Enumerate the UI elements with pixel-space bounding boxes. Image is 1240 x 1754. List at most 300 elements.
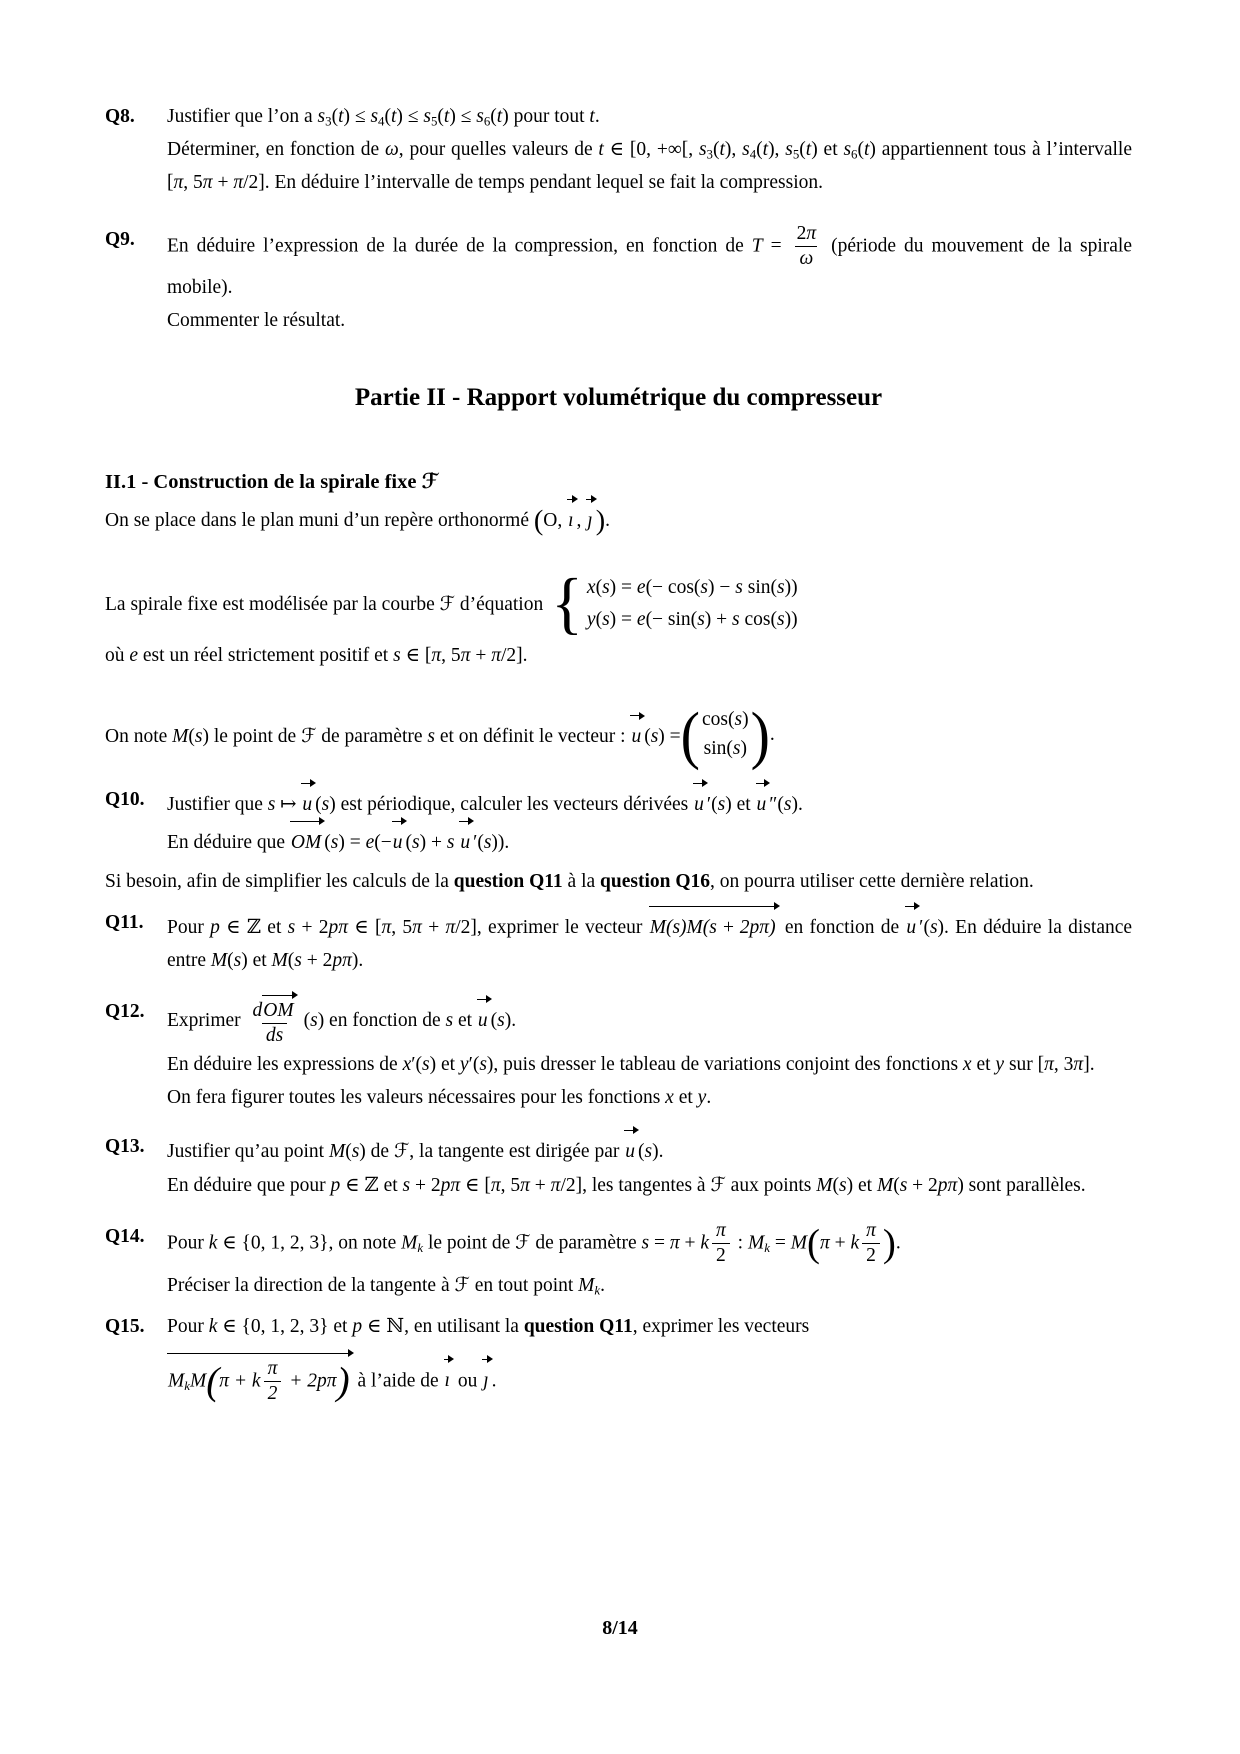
text-run: en tout point xyxy=(469,1274,579,1296)
text-run: et on définit le vecteur : xyxy=(434,726,631,748)
text-run: s xyxy=(650,726,659,748)
text-run: ( xyxy=(857,139,864,160)
text-run: ) = xyxy=(609,576,637,598)
text-run: question Q11 xyxy=(453,870,563,892)
text-run: sur [ xyxy=(1004,1053,1045,1075)
text-run: π xyxy=(1073,1053,1084,1075)
text-run: /2]. En déduire l’intervalle de temps pendant lequel se fait la compression. xyxy=(243,172,824,193)
equation-system xyxy=(587,573,798,635)
text-run: ( xyxy=(893,1174,900,1196)
text-run: x xyxy=(665,1086,674,1108)
text-run: , pour quelles valeurs de xyxy=(398,139,599,160)
vector-overline xyxy=(290,823,324,859)
text-run: T xyxy=(751,235,763,257)
text-run: ∈ ℕ, en utilisant la xyxy=(362,1315,524,1337)
question-q15 xyxy=(105,1310,1132,1406)
text-run: M xyxy=(168,1369,185,1391)
text-run: ou xyxy=(452,1369,483,1391)
column-vector xyxy=(702,706,749,763)
text-run: . xyxy=(491,1369,497,1391)
text-run: s xyxy=(445,1009,454,1031)
fraction-numerator xyxy=(249,995,301,1023)
text-run: + xyxy=(470,644,492,666)
text-run: s xyxy=(479,1053,487,1075)
text-run: , exprimer les vecteurs xyxy=(632,1315,810,1337)
text-run: s xyxy=(644,1140,653,1162)
text-run: , xyxy=(576,509,587,531)
question-q9-label: Q9. xyxy=(105,229,135,250)
text-run: ) ≤ xyxy=(449,106,477,127)
vector-overline xyxy=(167,1355,353,1406)
text-run: (période du mouvement de la spirale mobile). xyxy=(167,235,1132,298)
text-run: est un réel strictement positif et xyxy=(138,644,394,666)
text-run: s xyxy=(317,106,326,127)
text-run: 3 xyxy=(325,114,332,129)
text-run: , 5 xyxy=(500,1174,521,1196)
text-run: ) xyxy=(680,916,687,938)
text-run: ∈ ℤ et xyxy=(340,1174,403,1196)
question-q9 xyxy=(105,223,1132,337)
text-run: + 2 xyxy=(410,1174,441,1196)
text-run: M xyxy=(210,949,228,971)
text-run: π xyxy=(1044,1053,1054,1075)
text-run: En déduire que xyxy=(167,831,290,853)
text-run: ( xyxy=(665,916,673,938)
text-run: ′( xyxy=(706,793,718,815)
vector-overline: u xyxy=(624,1132,638,1168)
vector-overline xyxy=(262,997,296,1022)
text-run: sin( xyxy=(742,576,777,598)
text-line xyxy=(167,1081,1132,1114)
text-run: ) = xyxy=(609,608,637,630)
text-run: x xyxy=(402,1053,412,1075)
text-run: d’équation xyxy=(454,593,544,615)
text-run: M xyxy=(816,1174,833,1196)
fraction xyxy=(712,1220,730,1268)
text-run: , la tangente est dirigée par xyxy=(409,1140,625,1162)
text-run: et xyxy=(673,1086,698,1108)
text-run: ( xyxy=(799,139,806,160)
text-run: ) et xyxy=(429,1053,460,1075)
text-run: ( xyxy=(315,793,322,815)
text-run: ( xyxy=(712,139,720,160)
text-run: O, xyxy=(543,509,568,531)
text-run: ) et xyxy=(241,949,272,971)
text-run: p xyxy=(352,1315,363,1337)
text-run: )) xyxy=(784,576,798,598)
vector-overline: u xyxy=(459,823,473,859)
text-run: + xyxy=(679,1232,701,1254)
text-run: s xyxy=(194,726,203,748)
text-run: ℱ xyxy=(393,1138,410,1162)
text-run: ) pour tout xyxy=(502,106,590,127)
text-run: π xyxy=(490,1174,501,1196)
text-run: t xyxy=(338,106,344,127)
text-run: k xyxy=(417,1240,424,1255)
text-run: En déduire que pour xyxy=(167,1174,331,1196)
text-line xyxy=(167,1353,1132,1406)
text-run: . xyxy=(706,1086,712,1108)
text-run: à la xyxy=(562,870,601,892)
text-run: En déduire l’expression de la durée de la compression, en fonction de xyxy=(167,235,752,257)
text-run: M xyxy=(747,1232,765,1254)
text-run: ) xyxy=(742,708,749,730)
text-run: ) + xyxy=(419,831,447,853)
text-run: On fera figurer toutes les valeurs nécessaires pour les fonctions xyxy=(167,1086,666,1108)
text-run: ℱ xyxy=(301,724,317,748)
text-run: M xyxy=(876,1174,894,1196)
text-run: Justifier que l’on a xyxy=(167,106,318,127)
text-run: Pour xyxy=(167,916,211,938)
text-run: ( xyxy=(644,726,651,748)
text-line xyxy=(167,1268,1132,1302)
text-run: s xyxy=(899,1174,908,1196)
text-run: s xyxy=(294,949,302,971)
text-line xyxy=(167,1130,1132,1168)
text-run: ′( xyxy=(411,1053,422,1075)
text-run: s xyxy=(423,106,431,127)
page-number: 8/14 xyxy=(602,1617,638,1639)
text-run: Pour xyxy=(167,1315,209,1337)
text-run: ( xyxy=(324,831,331,853)
text-run: et xyxy=(971,1053,996,1075)
text-run: = xyxy=(649,1232,670,1254)
text-run: (− xyxy=(374,831,392,853)
text-run: 4 xyxy=(749,147,757,162)
text-run: s xyxy=(370,106,379,127)
equation-y xyxy=(587,605,798,635)
text-run: (− cos( xyxy=(645,576,701,598)
text-run: t xyxy=(863,139,870,160)
text-run: π xyxy=(219,1369,229,1391)
text-run: pπ xyxy=(332,949,352,971)
question-q15-label: Q15. xyxy=(105,1315,145,1337)
text-paragraph xyxy=(167,1168,1132,1202)
text-run: . xyxy=(605,509,611,531)
vector-overline: ȷ xyxy=(482,1361,491,1397)
text-run: d xyxy=(252,999,263,1021)
text-run: k xyxy=(700,1232,710,1254)
vector-overline xyxy=(649,908,779,944)
text-run: ( xyxy=(806,1221,820,1265)
question-q13-label: Q13. xyxy=(105,1135,145,1157)
text-run: s xyxy=(777,608,785,630)
text-run: ( xyxy=(287,949,295,971)
text-run: π xyxy=(412,916,422,938)
text-run: cos( xyxy=(739,608,777,630)
text-run: ) xyxy=(336,1359,350,1403)
text-run: On se place dans le plan muni d’un repère orthonormé xyxy=(105,509,534,531)
fraction-numerator xyxy=(712,1220,730,1243)
text-run: pπ xyxy=(749,916,770,938)
text-run: ) = xyxy=(658,726,681,748)
text-run: π xyxy=(716,1219,726,1241)
fraction-denominator xyxy=(264,1381,282,1405)
text-run: ∈ [ xyxy=(348,916,382,938)
text-run: ( xyxy=(832,1174,840,1196)
question-q10-label: Q10. xyxy=(105,788,145,810)
spiral-equation-paragraph xyxy=(105,564,1132,642)
fraction xyxy=(264,1358,282,1406)
text-run: t xyxy=(805,139,812,160)
text-run: t xyxy=(762,139,769,160)
text-run: s xyxy=(776,576,785,598)
text-run: s xyxy=(929,916,938,938)
text-run: e xyxy=(636,608,646,630)
text-run: ( xyxy=(206,1359,220,1403)
text-run: y xyxy=(459,1053,469,1075)
fraction-denominator xyxy=(795,246,817,270)
text-line xyxy=(167,995,1132,1048)
text-run: M xyxy=(790,1232,807,1254)
text-run: ), xyxy=(724,139,743,160)
text-run: Préciser la direction de la tangente à xyxy=(167,1274,455,1296)
note-paragraph xyxy=(105,865,1132,898)
text-run: M xyxy=(189,1369,207,1391)
text-run: ∈ {0, 1, 2, 3} et xyxy=(217,1315,353,1337)
text-run: question Q11 xyxy=(523,1315,633,1337)
fraction xyxy=(793,223,821,271)
text-run: 2 xyxy=(796,223,807,244)
text-run: t xyxy=(589,106,595,127)
text-run: OM xyxy=(290,831,322,853)
question-q13-body xyxy=(167,1130,1132,1202)
text-run: + xyxy=(229,1369,252,1391)
text-run: ( xyxy=(490,106,497,127)
vector-overline: u xyxy=(301,785,315,821)
text-run: π xyxy=(202,172,213,193)
text-run: La spirale fixe est modélisée par la courbe xyxy=(105,593,440,615)
left-parenthesis: ( xyxy=(680,697,700,771)
fraction-numerator xyxy=(862,1220,880,1243)
vector-u-definition xyxy=(105,697,1132,771)
text-run: ∈ [0, +∞[, xyxy=(603,139,699,160)
text-paragraph xyxy=(167,133,1132,199)
text-run: t xyxy=(719,139,725,160)
text-run: le point de xyxy=(423,1232,516,1254)
text-run: /2], les tangentes à xyxy=(560,1174,711,1196)
text-run: ∈ [ xyxy=(400,644,432,666)
text-run: s xyxy=(446,831,455,853)
text-run: e xyxy=(129,644,139,666)
vector-overline: ı xyxy=(444,1361,453,1397)
question-q8-label: Q8. xyxy=(105,106,135,127)
text-run: ″( xyxy=(769,793,784,815)
text-run: 4 xyxy=(378,114,385,129)
text-run: ( xyxy=(188,726,195,748)
text-run: s xyxy=(697,608,705,630)
text-run: 2 xyxy=(267,1382,278,1404)
text-paragraph xyxy=(167,223,1132,304)
vector-u-intro xyxy=(105,715,681,753)
text-run: s xyxy=(476,106,484,127)
text-run: )). xyxy=(491,831,510,853)
text-run: pπ xyxy=(328,916,349,938)
text-run: ) xyxy=(769,916,776,938)
text-run: π xyxy=(431,644,442,666)
fraction xyxy=(249,995,301,1048)
text-run: s xyxy=(717,793,726,815)
question-q11-label: Q11. xyxy=(105,911,144,933)
fraction-numerator xyxy=(793,223,821,246)
text-run: M xyxy=(578,1274,595,1296)
text-run: ( xyxy=(756,139,763,160)
text-run: + 2 xyxy=(284,1369,318,1391)
text-run: π xyxy=(267,1357,278,1379)
subsection-title xyxy=(105,465,1132,499)
text-run: k xyxy=(850,1232,860,1254)
question-q8-body xyxy=(167,100,1132,199)
question-q10 xyxy=(105,783,1132,859)
text-run: + xyxy=(212,172,234,193)
text-run: 2 xyxy=(716,1245,726,1267)
text-run: /2]. xyxy=(500,644,528,666)
text-run: , on pourra utiliser cette dernière relation. xyxy=(710,870,1034,892)
text-run: ( xyxy=(345,1140,352,1162)
text-run: ) − xyxy=(708,576,736,598)
text-run: ). xyxy=(504,1009,517,1031)
fraction xyxy=(862,1220,880,1268)
text-run: Justifier qu’au point xyxy=(167,1140,329,1162)
vector-overline: u xyxy=(756,785,770,821)
text-run: M xyxy=(686,916,703,938)
vector-overline: u xyxy=(392,823,406,859)
text-run: y xyxy=(697,1086,707,1108)
text-run: II.1 - Construction de la spirale fixe xyxy=(105,470,422,493)
text-run: ). xyxy=(791,793,803,815)
text-run: s xyxy=(310,1009,318,1031)
text-run: ∈ ℤ et xyxy=(219,916,288,938)
text-run: en fonction de xyxy=(778,916,906,938)
text-run: pπ xyxy=(317,1369,337,1391)
text-run: k xyxy=(764,1240,770,1255)
text-run: pπ xyxy=(937,1174,958,1196)
repere-paragraph xyxy=(105,499,1132,537)
vector-overline: u xyxy=(905,908,919,944)
text-run: ℱ xyxy=(710,1172,726,1196)
vector-component-x xyxy=(702,706,749,734)
text-run: + xyxy=(421,916,446,938)
text-run: s xyxy=(698,139,707,160)
text-run: ), xyxy=(768,139,786,160)
question-q14-label: Q14. xyxy=(105,1225,145,1247)
part-title: Partie II - Rapport volumétrique du compresseur xyxy=(354,383,883,411)
text-run: où xyxy=(105,644,130,666)
text-run: s xyxy=(839,1174,847,1196)
text-run: Exprimer xyxy=(167,1009,246,1031)
question-q10-body xyxy=(167,783,1132,859)
text-run: 3 xyxy=(706,147,713,162)
text-run: ). En déduire la distance entre xyxy=(167,916,1133,971)
text-run: ∈ {0, 1, 2, 3}, on note xyxy=(217,1232,402,1254)
text-run: s xyxy=(497,1009,505,1031)
question-q11-body xyxy=(167,906,1132,977)
text-run: pπ xyxy=(440,1174,461,1196)
text-run: Si besoin, afin de simplifier les calculs de la xyxy=(105,870,454,892)
text-run: de paramètre xyxy=(530,1232,642,1254)
text-run: π xyxy=(520,1174,530,1196)
text-run: ) xyxy=(882,1221,896,1265)
text-run: ) ≤ xyxy=(343,106,371,127)
text-run: π xyxy=(806,223,817,244)
text-run: ]. xyxy=(1083,1053,1095,1075)
left-brace: { xyxy=(551,564,583,642)
text-run: π xyxy=(381,916,392,938)
vector-component-y xyxy=(702,735,749,763)
text-run: ω xyxy=(799,248,814,270)
text-run: k xyxy=(184,1378,190,1393)
right-parenthesis: ) xyxy=(750,697,770,771)
text-run: ℱ xyxy=(421,468,439,493)
vector-u-outro xyxy=(770,718,775,751)
text-run: π xyxy=(173,172,184,193)
text-run: + 2 xyxy=(907,1174,938,1196)
text-run: s xyxy=(393,644,401,666)
text-run: = xyxy=(769,1232,791,1254)
text-run: )) xyxy=(784,608,798,630)
text-run: ( xyxy=(437,106,444,127)
text-line: Commenter le résultat. xyxy=(167,309,346,331)
text-run: s xyxy=(412,831,420,853)
text-run: + 2 xyxy=(716,916,750,938)
text-run: s xyxy=(402,1174,411,1196)
text-run: s xyxy=(734,708,743,730)
fraction-denominator xyxy=(862,1243,880,1267)
text-run: ( xyxy=(384,106,391,127)
text-run: y xyxy=(995,1053,1005,1075)
text-run: ) sont parallèles. xyxy=(957,1174,1086,1196)
text-run: ( xyxy=(637,1140,645,1162)
question-q12-body xyxy=(167,995,1132,1114)
text-run: , 3 xyxy=(1053,1053,1074,1075)
text-run: π xyxy=(866,1219,876,1241)
text-run: = xyxy=(762,235,790,257)
question-q12 xyxy=(105,995,1132,1114)
text-run: s xyxy=(427,726,435,748)
text-run: s xyxy=(742,139,750,160)
text-run: Justifier que xyxy=(167,793,268,815)
text-run: M xyxy=(172,726,189,748)
vector-overline: u xyxy=(477,1001,491,1037)
text-run: cos( xyxy=(702,708,735,730)
equation-x xyxy=(587,573,798,603)
text-run: . xyxy=(594,106,600,127)
text-run: . xyxy=(600,1274,606,1296)
text-run: π xyxy=(445,916,456,938)
text-run: e xyxy=(365,831,375,853)
text-run: Pour xyxy=(167,1232,209,1254)
question-q14 xyxy=(105,1220,1132,1302)
text-run: /2], exprimer le vecteur xyxy=(455,916,649,938)
text-run: k xyxy=(251,1369,261,1391)
text-run: ) de xyxy=(359,1140,394,1162)
text-run: s xyxy=(641,1232,650,1254)
text-run: s xyxy=(287,916,296,938)
text-run: ℱ xyxy=(454,1272,470,1296)
text-run: ( xyxy=(303,1009,311,1031)
text-line xyxy=(167,783,1132,821)
text-run: s xyxy=(735,576,743,598)
text-run: M xyxy=(271,949,288,971)
text-run: k xyxy=(594,1283,601,1298)
text-run: (− sin( xyxy=(645,608,698,630)
text-run: , 5 xyxy=(391,916,413,938)
text-line xyxy=(167,100,1132,133)
text-run: ( xyxy=(702,916,710,938)
text-run: 6 xyxy=(483,114,491,129)
text-run: ℱ xyxy=(439,591,455,615)
text-run: y xyxy=(586,608,596,630)
